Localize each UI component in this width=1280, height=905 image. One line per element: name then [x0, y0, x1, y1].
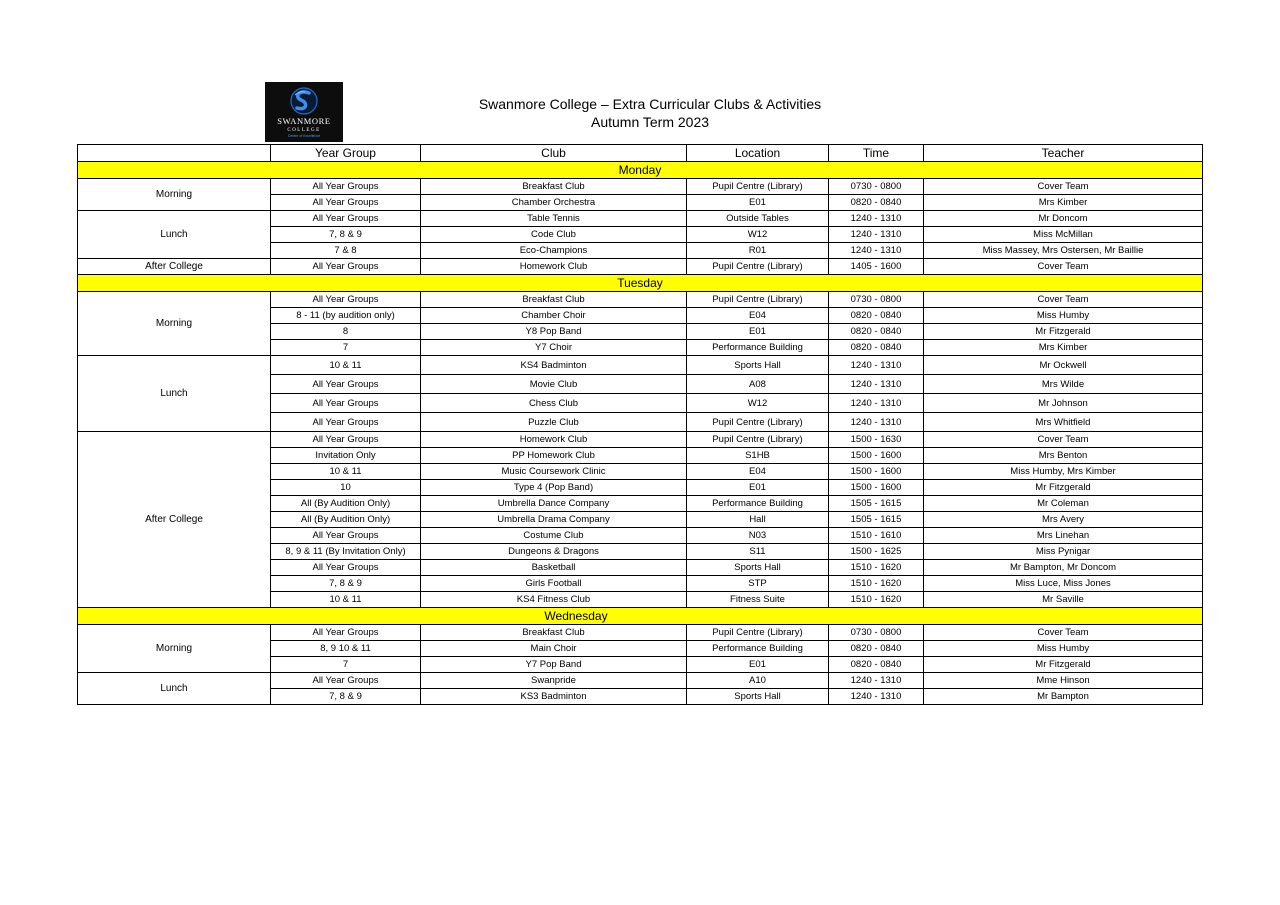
club-cell: Breakfast Club [421, 625, 687, 641]
time-cell: 0820 - 0840 [829, 195, 924, 211]
location-cell: Pupil Centre (Library) [687, 179, 829, 195]
time-cell: 1505 - 1615 [829, 512, 924, 528]
day-heading: Tuesday [617, 276, 663, 290]
club-cell: Main Choir [421, 641, 687, 657]
year-group-cell: All Year Groups [271, 394, 421, 413]
location-cell: W12 [687, 394, 829, 413]
teacher-cell: Mrs Kimber [924, 195, 1203, 211]
day-heading-cell [78, 275, 1203, 292]
location-cell: S1HB [687, 448, 829, 464]
day-heading-cell [78, 162, 1203, 179]
year-group-cell: 10 & 11 [271, 592, 421, 608]
time-cell: 1510 - 1620 [829, 592, 924, 608]
year-group-cell: 8, 9 10 & 11 [271, 641, 421, 657]
day-row [78, 162, 1203, 179]
year-group-cell: All Year Groups [271, 673, 421, 689]
document-header [430, 95, 870, 131]
table-body [78, 162, 1203, 705]
table-row [78, 179, 1203, 195]
year-group-cell: All Year Groups [271, 528, 421, 544]
header-blank-cell [78, 145, 271, 162]
year-group-cell: 7 & 8 [271, 243, 421, 259]
time-cell: 1510 - 1610 [829, 528, 924, 544]
table-row [78, 259, 1203, 275]
time-cell: 1505 - 1615 [829, 496, 924, 512]
teacher-cell: Miss Humby, Mrs Kimber [924, 464, 1203, 480]
period-label: Morning [78, 292, 271, 356]
location-cell: Hall [687, 512, 829, 528]
year-group-cell: 10 & 11 [271, 356, 421, 375]
year-group-cell: All Year Groups [271, 413, 421, 432]
club-cell: Costume Club [421, 528, 687, 544]
club-cell: Eco-Champions [421, 243, 687, 259]
location-cell: S11 [687, 544, 829, 560]
day-heading-cell [78, 608, 1203, 625]
location-cell: Pupil Centre (Library) [687, 413, 829, 432]
club-cell: Swanpride [421, 673, 687, 689]
table-row [78, 625, 1203, 641]
teacher-cell: Miss Massey, Mrs Ostersen, Mr Baillie [924, 243, 1203, 259]
location-cell: Sports Hall [687, 356, 829, 375]
club-cell: Homework Club [421, 259, 687, 275]
location-cell: E01 [687, 195, 829, 211]
time-cell: 1240 - 1310 [829, 689, 924, 705]
location-cell: W12 [687, 227, 829, 243]
period-label: After College [78, 259, 271, 275]
location-cell: E01 [687, 480, 829, 496]
year-group-cell: 7, 8 & 9 [271, 689, 421, 705]
club-cell: Basketball [421, 560, 687, 576]
time-cell: 1500 - 1630 [829, 432, 924, 448]
teacher-cell: Mrs Avery [924, 512, 1203, 528]
teacher-cell: Cover Team [924, 259, 1203, 275]
time-cell: 1240 - 1310 [829, 243, 924, 259]
club-cell: KS4 Fitness Club [421, 592, 687, 608]
club-cell: Chamber Choir [421, 308, 687, 324]
time-cell: 0820 - 0840 [829, 340, 924, 356]
time-cell: 1240 - 1310 [829, 227, 924, 243]
teacher-cell: Mrs Linehan [924, 528, 1203, 544]
location-cell: E04 [687, 464, 829, 480]
location-cell: A10 [687, 673, 829, 689]
clubs-table [77, 144, 1203, 705]
teacher-cell: Mrs Whitfield [924, 413, 1203, 432]
day-heading: Monday [618, 163, 662, 177]
location-cell: Performance Building [687, 340, 829, 356]
year-group-cell: 7 [271, 340, 421, 356]
club-cell: Y7 Pop Band [421, 657, 687, 673]
year-group-cell: 8 [271, 324, 421, 340]
time-cell: 0820 - 0840 [829, 308, 924, 324]
club-cell: Puzzle Club [421, 413, 687, 432]
teacher-cell: Mrs Wilde [924, 375, 1203, 394]
year-group-cell: All Year Groups [271, 179, 421, 195]
period-label: After College [78, 432, 271, 608]
location-cell: A08 [687, 375, 829, 394]
club-cell: Umbrella Drama Company [421, 512, 687, 528]
logo-subname: COLLEGE [287, 128, 321, 133]
time-cell: 0730 - 0800 [829, 625, 924, 641]
time-cell: 0820 - 0840 [829, 657, 924, 673]
time-cell: 1240 - 1310 [829, 394, 924, 413]
location-cell: Pupil Centre (Library) [687, 292, 829, 308]
club-cell: KS4 Badminton [421, 356, 687, 375]
location-cell: N03 [687, 528, 829, 544]
table-header-row [78, 145, 1203, 162]
teacher-cell: Mr Johnson [924, 394, 1203, 413]
club-cell: Chess Club [421, 394, 687, 413]
period-label: Morning [78, 625, 271, 673]
table-row [78, 356, 1203, 375]
day-row [78, 608, 1203, 625]
period-label: Lunch [78, 211, 271, 259]
table-row [78, 673, 1203, 689]
period-label: Lunch [78, 356, 271, 432]
period-label: Morning [78, 179, 271, 211]
teacher-cell: Mrs Benton [924, 448, 1203, 464]
club-cell: Type 4 (Pop Band) [421, 480, 687, 496]
year-group-cell: All Year Groups [271, 375, 421, 394]
table-row [78, 292, 1203, 308]
period-label: Lunch [78, 673, 271, 705]
logo-tagline: Centre of Excellence [287, 134, 321, 138]
club-cell: KS3 Badminton [421, 689, 687, 705]
year-group-cell: 7, 8 & 9 [271, 576, 421, 592]
teacher-cell: Cover Team [924, 432, 1203, 448]
teacher-cell: Cover Team [924, 625, 1203, 641]
club-cell: Movie Club [421, 375, 687, 394]
location-cell: Sports Hall [687, 689, 829, 705]
time-cell: 1500 - 1600 [829, 480, 924, 496]
location-cell: Pupil Centre (Library) [687, 625, 829, 641]
teacher-cell: Miss Pynigar [924, 544, 1203, 560]
teacher-cell: Mr Coleman [924, 496, 1203, 512]
time-cell: 1500 - 1600 [829, 448, 924, 464]
year-group-cell: 8 - 11 (by audition only) [271, 308, 421, 324]
teacher-cell: Mrs Kimber [924, 340, 1203, 356]
teacher-cell: Mr Doncom [924, 211, 1203, 227]
year-group-cell: All (By Audition Only) [271, 496, 421, 512]
year-group-cell: All (By Audition Only) [271, 512, 421, 528]
teacher-cell: Mr Fitzgerald [924, 657, 1203, 673]
club-cell: Homework Club [421, 432, 687, 448]
time-cell: 1510 - 1620 [829, 576, 924, 592]
club-cell: Chamber Orchestra [421, 195, 687, 211]
time-cell: 0820 - 0840 [829, 641, 924, 657]
teacher-cell: Mr Fitzgerald [924, 324, 1203, 340]
location-cell: E04 [687, 308, 829, 324]
teacher-cell: Mme Hinson [924, 673, 1203, 689]
year-group-cell: 7 [271, 657, 421, 673]
location-cell: Fitness Suite [687, 592, 829, 608]
table-row [78, 432, 1203, 448]
location-cell: R01 [687, 243, 829, 259]
teacher-cell: Mr Bampton [924, 689, 1203, 705]
time-cell: 1240 - 1310 [829, 673, 924, 689]
location-cell: Sports Hall [687, 560, 829, 576]
club-cell: PP Homework Club [421, 448, 687, 464]
column-header-location: Location [687, 145, 829, 162]
time-cell: 1510 - 1620 [829, 560, 924, 576]
location-cell: E01 [687, 657, 829, 673]
teacher-cell: Miss Humby [924, 641, 1203, 657]
teacher-cell: Miss Luce, Miss Jones [924, 576, 1203, 592]
club-cell: Girls Football [421, 576, 687, 592]
year-group-cell: All Year Groups [271, 560, 421, 576]
clubs-table-container [77, 144, 1203, 705]
column-header-year-group: Year Group [271, 145, 421, 162]
location-cell: Pupil Centre (Library) [687, 259, 829, 275]
document-subtitle: Autumn Term 2023 [590, 114, 710, 130]
location-cell: Pupil Centre (Library) [687, 432, 829, 448]
club-cell: Y7 Choir [421, 340, 687, 356]
year-group-cell: All Year Groups [271, 211, 421, 227]
college-logo [265, 82, 343, 142]
year-group-cell: 10 & 11 [271, 464, 421, 480]
club-cell: Dungeons & Dragons [421, 544, 687, 560]
year-group-cell: 8, 9 & 11 (By Invitation Only) [271, 544, 421, 560]
day-row [78, 275, 1203, 292]
club-cell: Breakfast Club [421, 292, 687, 308]
teacher-cell: Mr Bampton, Mr Doncom [924, 560, 1203, 576]
table-row [78, 211, 1203, 227]
club-cell: Umbrella Dance Company [421, 496, 687, 512]
column-header-time: Time [829, 145, 924, 162]
club-cell: Music Coursework Clinic [421, 464, 687, 480]
year-group-cell: 10 [271, 480, 421, 496]
teacher-cell: Cover Team [924, 292, 1203, 308]
time-cell: 1240 - 1310 [829, 375, 924, 394]
time-cell: 0730 - 0800 [829, 179, 924, 195]
club-cell: Table Tennis [421, 211, 687, 227]
time-cell: 0820 - 0840 [829, 324, 924, 340]
day-heading: Wednesday [544, 609, 608, 623]
column-header-club: Club [421, 145, 687, 162]
year-group-cell: All Year Groups [271, 625, 421, 641]
time-cell: 1500 - 1625 [829, 544, 924, 560]
time-cell: 1240 - 1310 [829, 211, 924, 227]
teacher-cell: Miss McMillan [924, 227, 1203, 243]
time-cell: 1405 - 1600 [829, 259, 924, 275]
time-cell: 1500 - 1600 [829, 464, 924, 480]
location-cell: Performance Building [687, 641, 829, 657]
column-header-teacher: Teacher [924, 145, 1203, 162]
year-group-cell: Invitation Only [271, 448, 421, 464]
location-cell: Outside Tables [687, 211, 829, 227]
time-cell: 0730 - 0800 [829, 292, 924, 308]
club-cell: Y8 Pop Band [421, 324, 687, 340]
location-cell: STP [687, 576, 829, 592]
document-title: Swanmore College – Extra Curricular Clubs & Activities [478, 96, 822, 112]
year-group-cell: All Year Groups [271, 259, 421, 275]
time-cell: 1240 - 1310 [829, 413, 924, 432]
teacher-cell: Mr Fitzgerald [924, 480, 1203, 496]
teacher-cell: Miss Humby [924, 308, 1203, 324]
logo-name: SWANMORE [277, 116, 331, 126]
year-group-cell: All Year Groups [271, 292, 421, 308]
club-cell: Breakfast Club [421, 179, 687, 195]
year-group-cell: All Year Groups [271, 432, 421, 448]
teacher-cell: Cover Team [924, 179, 1203, 195]
year-group-cell: All Year Groups [271, 195, 421, 211]
year-group-cell: 7, 8 & 9 [271, 227, 421, 243]
location-cell: E01 [687, 324, 829, 340]
teacher-cell: Mr Ockwell [924, 356, 1203, 375]
teacher-cell: Mr Saville [924, 592, 1203, 608]
club-cell: Code Club [421, 227, 687, 243]
time-cell: 1240 - 1310 [829, 356, 924, 375]
location-cell: Performance Building [687, 496, 829, 512]
